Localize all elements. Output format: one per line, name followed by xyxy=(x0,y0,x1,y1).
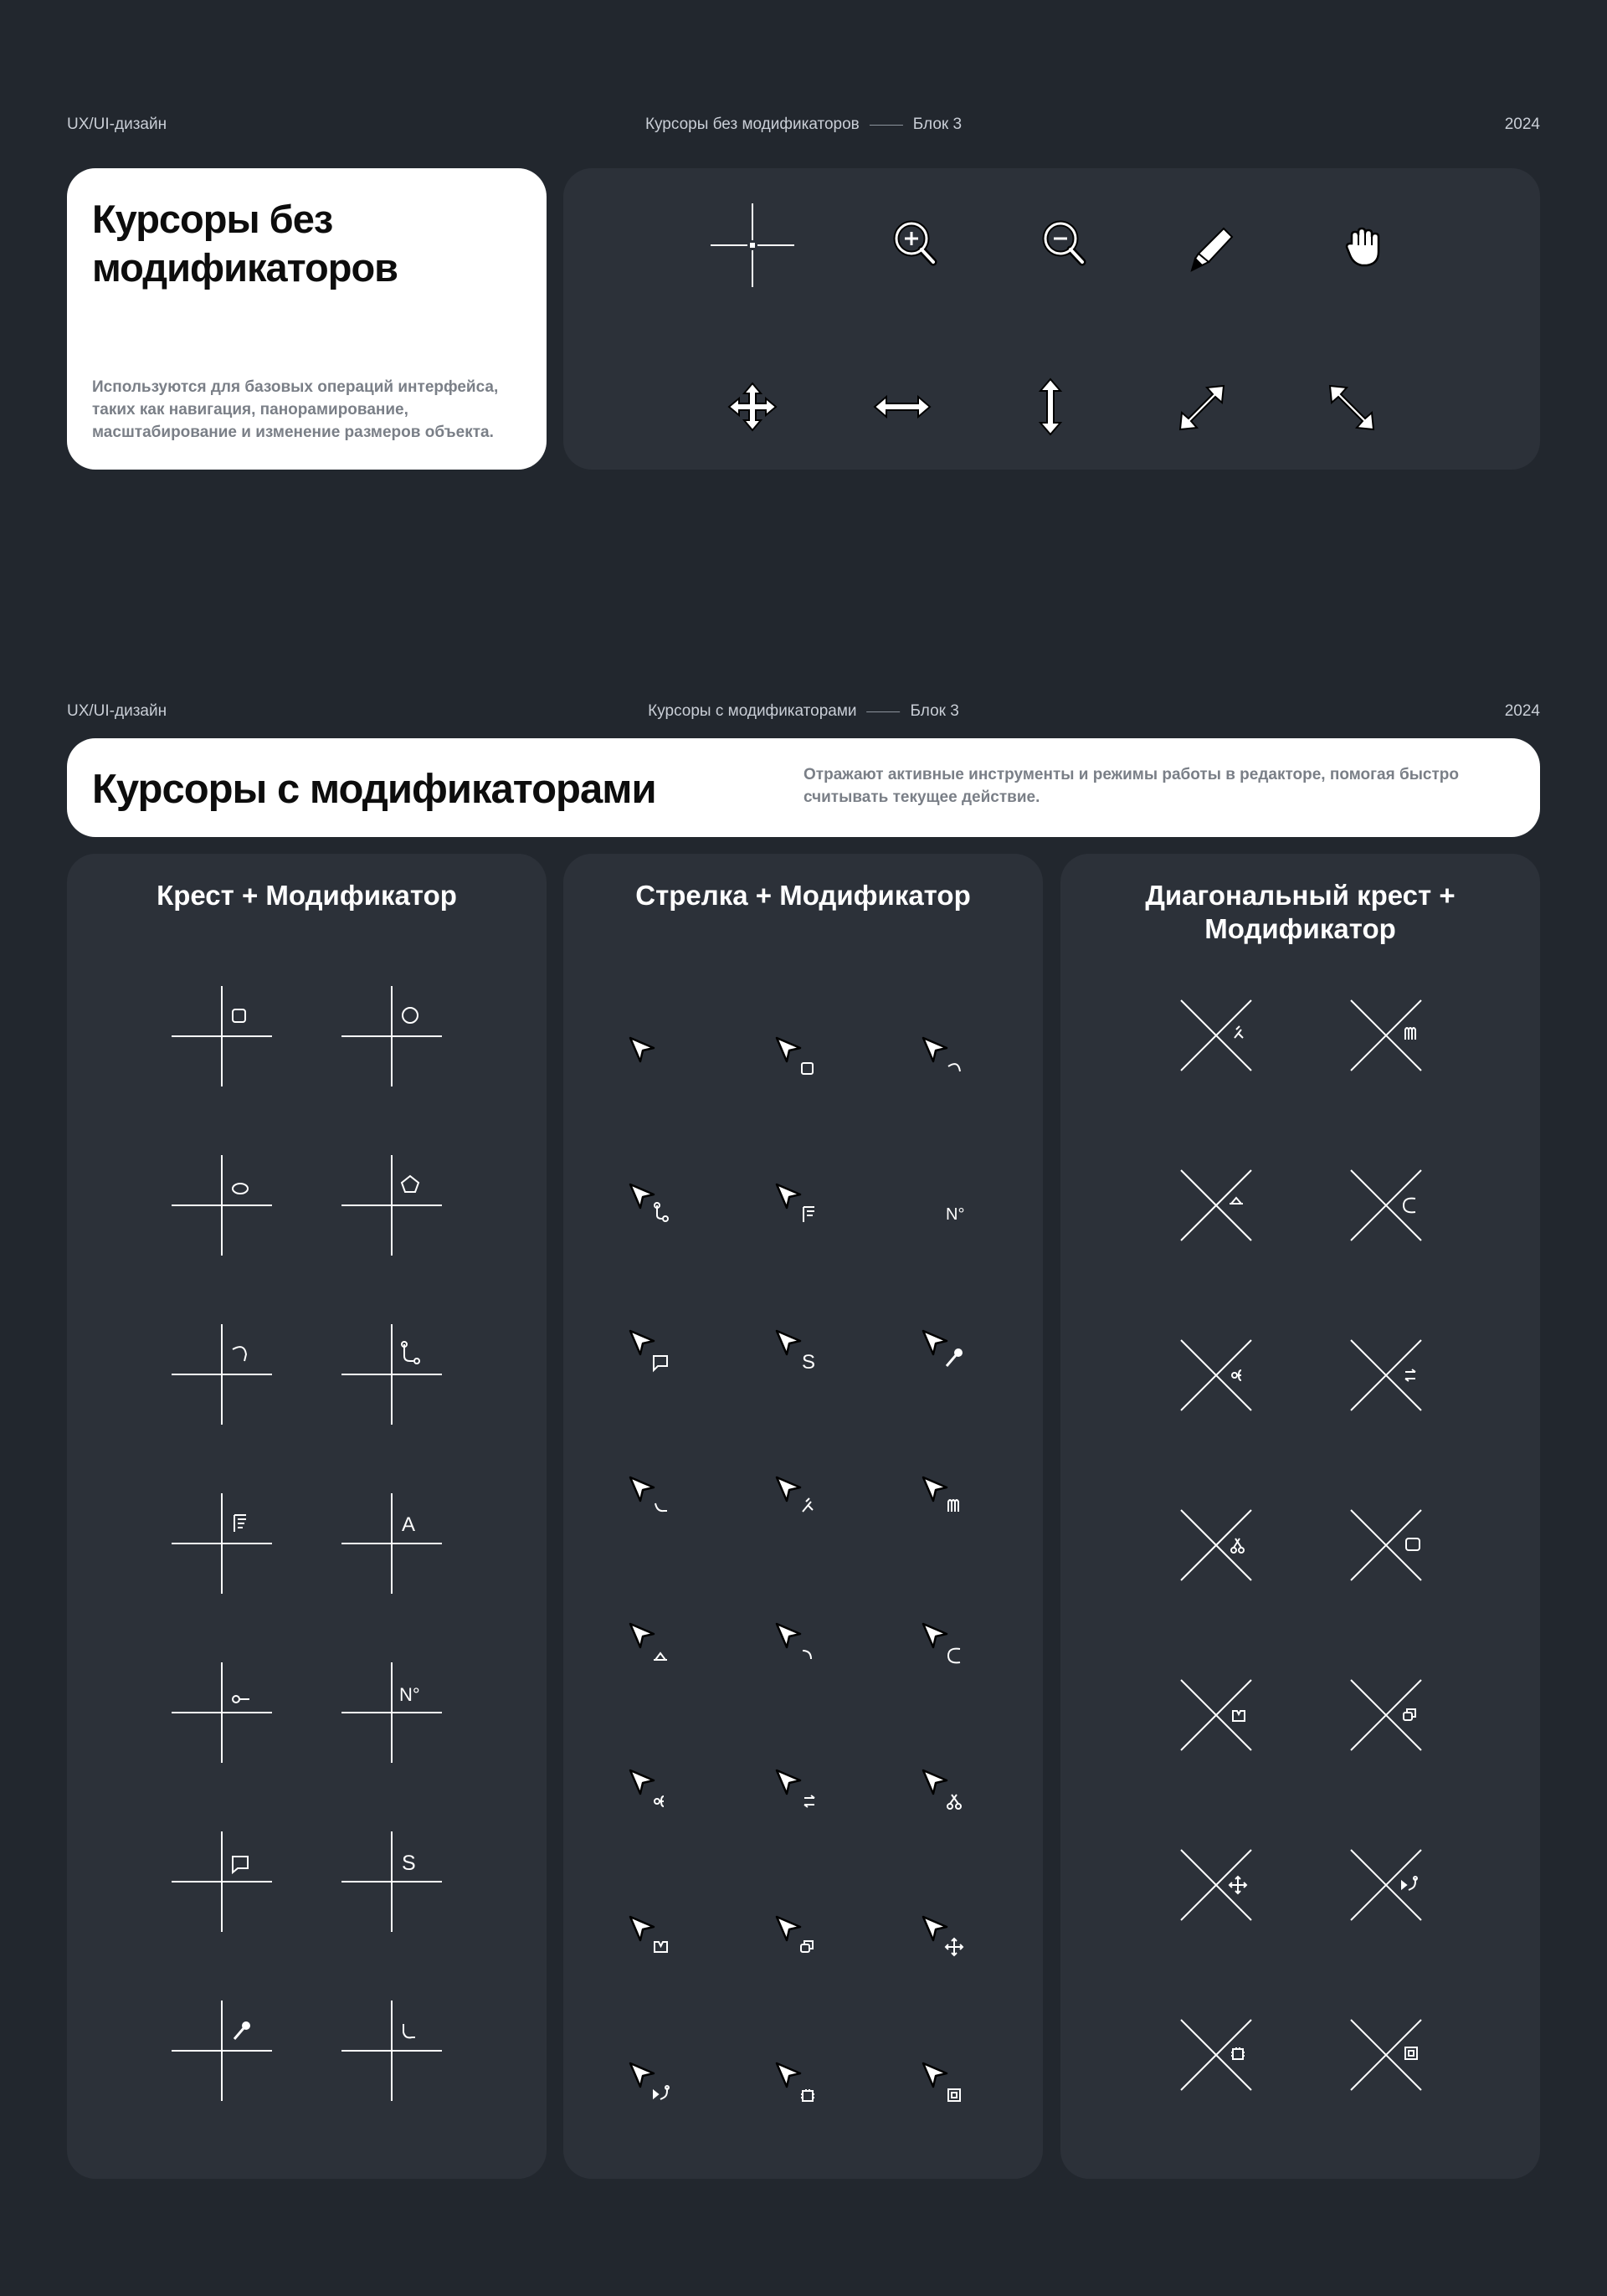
cross-s-modifier: S xyxy=(402,1852,416,1875)
diagonal-modifier-panel xyxy=(1060,854,1540,2179)
key-modifier-icon xyxy=(233,1696,239,1703)
eyedropper-modifier-icon xyxy=(234,2027,244,2039)
cross-text-icon xyxy=(341,1493,442,1594)
diagonal-modifier-title: Диагональный крест + Модификатор xyxy=(1145,880,1456,944)
cross-path-icon xyxy=(341,1324,442,1425)
cross-curve-icon xyxy=(172,1324,272,1425)
zoom-in-icon xyxy=(893,218,938,269)
comment-modifier-icon xyxy=(233,1857,248,1872)
arrow-move-icon xyxy=(923,1917,947,1940)
diag-play-path-icon xyxy=(1351,1850,1421,1920)
polygon-modifier-icon xyxy=(402,1176,418,1192)
header-center-title: Курсоры с модификаторами xyxy=(648,702,857,720)
section2-title: Курсоры с модификаторами xyxy=(92,767,656,812)
header-left-label: UX/UI-дизайн xyxy=(67,116,167,133)
diag-frame-icon xyxy=(1181,1680,1251,1750)
header-year: 2024 xyxy=(1504,116,1540,133)
cross-number-modifier: N° xyxy=(399,1684,420,1705)
diag-swap-icon xyxy=(1351,1340,1421,1410)
arrow-plain-icon xyxy=(630,1038,654,1061)
arrow-triangle-icon xyxy=(630,1624,654,1647)
header-dash xyxy=(867,711,901,712)
cross-s-icon xyxy=(341,1831,442,1932)
ellipse-modifier-icon xyxy=(233,1184,248,1194)
arrow-scale-icon xyxy=(923,1477,947,1501)
arrow-curve-icon xyxy=(923,1038,947,1061)
arrow-hook-icon xyxy=(630,1477,654,1501)
diag-triangle-icon xyxy=(1181,1170,1251,1240)
zoom-out-icon xyxy=(1042,218,1087,269)
move-icon xyxy=(727,382,778,432)
section1-info-card xyxy=(67,168,547,470)
arrow-scissors-icon xyxy=(923,1770,947,1794)
section1-header xyxy=(67,116,1540,141)
resize-diagonal-ne-icon xyxy=(1177,383,1227,433)
cross-brush-icon xyxy=(172,1493,272,1594)
arrow-pen-tool-icon xyxy=(777,1477,800,1501)
arrow-arc-icon xyxy=(777,1624,800,1647)
crosshair-icon xyxy=(711,203,794,287)
section1-cursor-panel xyxy=(563,168,1540,470)
arrow-number-modifier: N° xyxy=(946,1205,965,1224)
resize-diagonal-nw-icon xyxy=(1327,383,1377,433)
header-dash xyxy=(870,125,903,126)
cross-square-icon xyxy=(172,986,272,1086)
arrow-key-icon xyxy=(630,1770,654,1794)
arrow-eyedropper-icon xyxy=(923,1331,947,1354)
diag-scissors-icon xyxy=(1181,1510,1251,1580)
arrow-play-path-icon xyxy=(630,2063,654,2087)
arrow-swap-icon xyxy=(777,1770,800,1794)
arrow-component-icon xyxy=(777,2063,800,2087)
diag-component-icon xyxy=(1181,2020,1251,2090)
resize-vertical-icon xyxy=(1038,378,1063,436)
diag-c-icon xyxy=(1351,1170,1421,1240)
brush-modifier-icon xyxy=(234,1515,246,1532)
cross-comment-icon xyxy=(172,1831,272,1932)
hand-grab-icon xyxy=(1343,225,1385,270)
cross-circle-icon xyxy=(341,986,442,1086)
arrow-s-icon xyxy=(777,1331,800,1354)
header-center-title: Курсоры без модификаторов xyxy=(644,116,860,133)
circle-modifier-icon xyxy=(403,1008,418,1023)
section2-info-card xyxy=(67,738,1540,837)
arrow-c-icon xyxy=(923,1624,947,1647)
cross-text-modifier: A xyxy=(402,1513,416,1536)
diag-scale-icon xyxy=(1351,1000,1421,1071)
cross-modifier-panel xyxy=(67,854,547,2179)
marker-icon xyxy=(1187,225,1237,275)
cross-number-icon xyxy=(341,1662,442,1763)
arrow-duplicate-icon xyxy=(777,1917,800,1940)
arrow-frame-icon xyxy=(630,1917,654,1940)
arrow-modifier-title: Стрелка + Модификатор xyxy=(635,880,971,911)
arrow-square-icon xyxy=(777,1038,800,1061)
diag-duplicate-icon xyxy=(1351,1680,1421,1750)
arrow-brush-icon xyxy=(777,1184,800,1208)
square-modifier-icon xyxy=(233,1009,245,1022)
section1-description: Используются для базовых операций интерфейса, таких как навигация, панорамирование, масштабирование и изменение размеров объекта. xyxy=(92,378,499,441)
cross-ellipse-icon xyxy=(172,1155,272,1256)
section2-header xyxy=(67,702,1540,727)
resize-horizontal-icon xyxy=(873,394,932,419)
cross-cursors-grid xyxy=(67,854,547,2179)
arrow-s-modifier: S xyxy=(802,1351,816,1374)
header-year: 2024 xyxy=(1504,702,1540,720)
header-center xyxy=(645,116,962,134)
arrow-cursors-grid xyxy=(563,854,1043,2179)
arrow-path-icon xyxy=(630,1184,654,1208)
diag-square-icon xyxy=(1351,1510,1421,1580)
header-block-label: Блок 3 xyxy=(910,702,959,720)
cross-modifier-title: Крест + Модификатор xyxy=(157,880,457,911)
arrow-image-edit-icon xyxy=(923,2063,947,2087)
arrow-comment-icon xyxy=(630,1331,654,1354)
cross-key-icon xyxy=(172,1662,272,1763)
section1-title: Курсоры без модификаторов xyxy=(92,197,398,290)
curve-modifier-icon xyxy=(233,1347,246,1361)
header-block-label: Блок 3 xyxy=(912,116,963,133)
section2-description: Отражают активные инструменты и режимы работы в редакторе, помогая быстро считывать текущее действие. xyxy=(804,766,1459,806)
hook-modifier-icon xyxy=(403,2024,415,2037)
cross-polygon-icon xyxy=(341,1155,442,1256)
diagonal-cursors-grid xyxy=(1060,854,1540,2179)
header-left-label: UX/UI-дизайн xyxy=(67,702,167,720)
cross-eyedropper-icon xyxy=(172,2001,272,2101)
arrow-modifier-panel xyxy=(563,854,1043,2179)
cross-hook-icon xyxy=(341,2001,442,2101)
header-center xyxy=(648,702,959,721)
